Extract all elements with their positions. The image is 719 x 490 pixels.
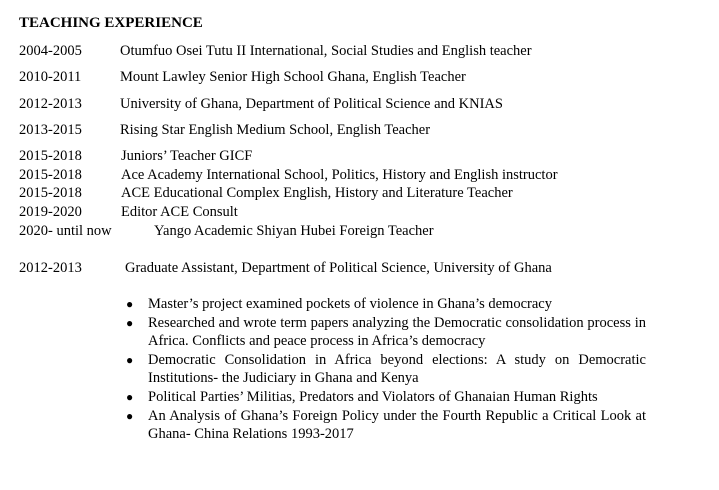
entry-date: 2012-2013 bbox=[19, 96, 82, 112]
entry-description: University of Ghana, Department of Political Science and KNIAS bbox=[120, 96, 503, 112]
entry-description: Ace Academy International School, Politics, History and English instructor bbox=[121, 167, 558, 183]
list-item: ● Master’s project examined pockets of violence in Ghana’s democracy bbox=[126, 296, 552, 312]
bullet-icon: ● bbox=[126, 353, 134, 367]
list-item: ● Democratic Consolidation in Africa beyond elections: A study on Democratic Institutions- the Judiciary in Ghana and Kenya bbox=[126, 352, 646, 386]
list-item: ● Researched and wrote term papers analyzing the Democratic consolidation process in Africa. Conflicts and peace process in Africa’s democracy bbox=[126, 315, 646, 349]
entry-description: Mount Lawley Senior High School Ghana, English Teacher bbox=[120, 69, 466, 85]
entry-date: 2004-2005 bbox=[19, 43, 82, 59]
section-heading: TEACHING EXPERIENCE bbox=[19, 15, 203, 31]
entry-description: Rising Star English Medium School, English Teacher bbox=[120, 122, 431, 138]
graduate-date: 2012-2013 bbox=[19, 260, 82, 276]
bullet-icon: ● bbox=[126, 316, 134, 330]
entry-date: 2019-2020 bbox=[19, 204, 82, 220]
entry-description: Yango Academic Shiyan Hubei Foreign Teacher bbox=[154, 223, 434, 239]
entry-description: Otumfuo Osei Tutu II International, Social Studies and English teacher bbox=[120, 43, 532, 59]
bullet-icon: ● bbox=[126, 390, 134, 404]
bullet-icon: ● bbox=[126, 409, 134, 423]
entry-description: Editor ACE Consult bbox=[121, 204, 238, 220]
entry-date: 2020- until now bbox=[19, 223, 112, 239]
entry-date: 2015-2018 bbox=[19, 167, 82, 183]
entry-description: ACE Educational Complex English, History and Literature Teacher bbox=[121, 185, 513, 201]
graduate-title: Graduate Assistant, Department of Political Science, University of Ghana bbox=[125, 260, 552, 276]
entry-date: 2013-2015 bbox=[19, 122, 82, 138]
entry-date: 2015-2018 bbox=[19, 148, 82, 164]
list-item: ● Political Parties’ Militias, Predators and Violators of Ghanaian Human Rights bbox=[126, 389, 598, 405]
bullet-icon: ● bbox=[126, 297, 134, 311]
entry-date: 2015-2018 bbox=[19, 185, 82, 201]
graduate-bullet-list bbox=[126, 295, 646, 444]
list-item: ● An Analysis of Ghana’s Foreign Policy under the Fourth Republic a Critical Look at Ghana- China Relations 1993-2017 bbox=[126, 408, 646, 442]
entry-description: Juniors’ Teacher GICF bbox=[121, 148, 253, 164]
entry-date: 2010-2011 bbox=[19, 69, 82, 85]
